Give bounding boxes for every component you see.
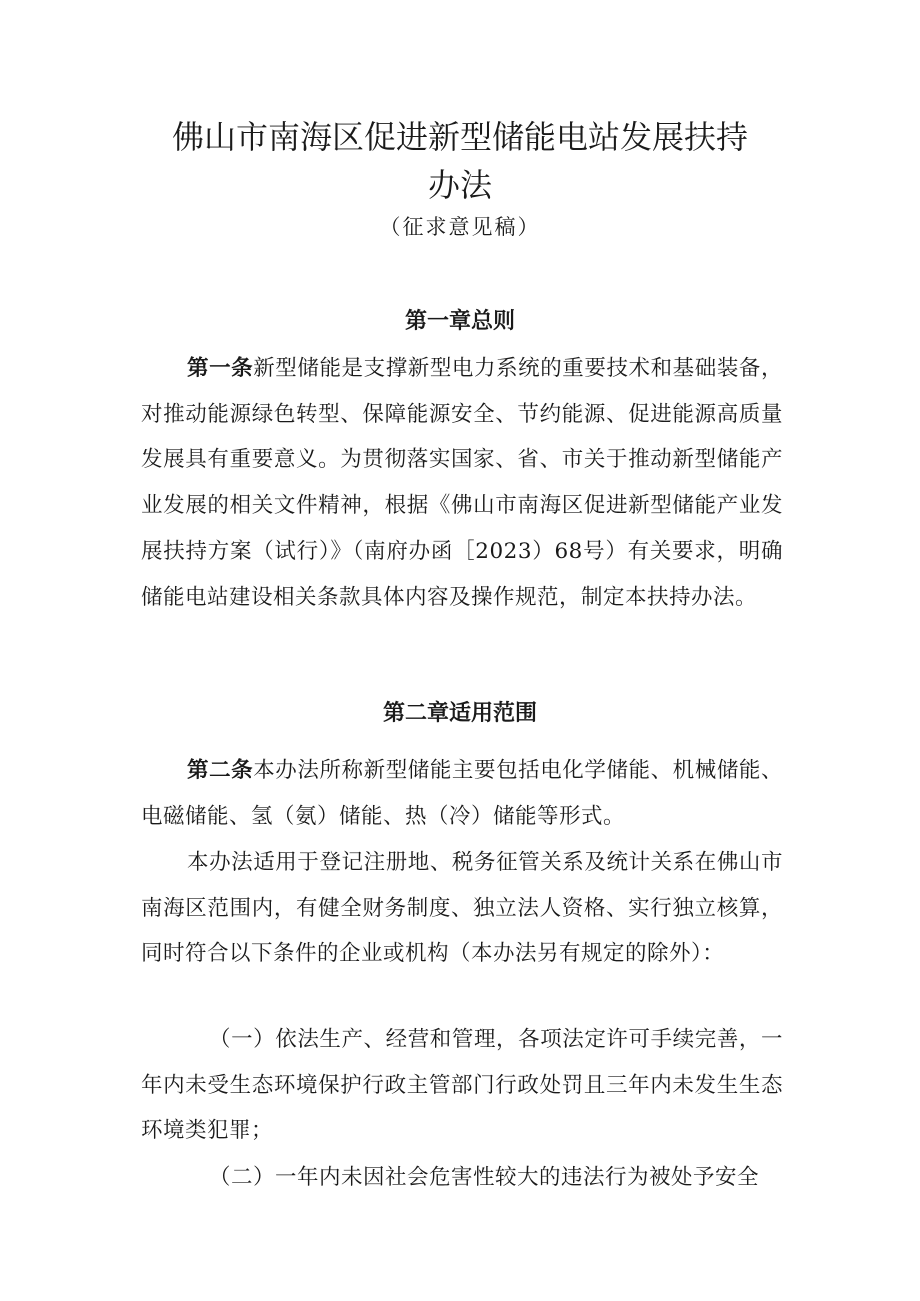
condition-item-1: （一）依法生产、经营和管理，各项法定许可手续完善，一年内未受生态环境保护行政主管部门行政处罚且三年内未发生生态环境类犯罪； <box>141 1027 783 1144</box>
article-1-lead: 第一条 <box>187 356 254 381</box>
condition-item-2: （二）一年内未因社会危害性较大的违法行为被处予安全 <box>209 1165 760 1190</box>
article-1-paragraph <box>141 346 783 620</box>
document-title-line1: 佛山市南海区促进新型储能电站发展扶持 <box>171 118 748 156</box>
article-2-lead: 第二条 <box>187 758 254 783</box>
article-2-text: 本办法所称新型储能主要包括电化学储能、机械储能、电磁储能、氢（氨）储能、热（冷）储能等形式。 <box>141 758 783 829</box>
scope-paragraph: 本办法适用于登记注册地、税务征管关系及统计关系在佛山市南海区范围内，有健全财务制度、独立法人资格、实行独立核算，同时符合以下条件的企业或机构（本办法另有规定的除外）： <box>141 850 783 967</box>
chapter-2-heading: 第二章适用范围 <box>382 701 537 726</box>
document-title-line2: 办法 <box>427 166 492 204</box>
chapter-1-heading: 第一章总则 <box>404 309 515 334</box>
article-2-paragraph <box>141 748 783 839</box>
article-1-text: 新型储能是支撑新型电力系统的重要技术和基础装备，对推动能源绿色转型、保障能源安全、节约能源、促进能源高质量发展具有重要意义。为贯彻落实国家、省、市关于推动新型储能产业发展的相关文件精神，根据《佛山市南海区促进新型储能产业发展扶持方案（试行）》（南府办函［2023）68号）有关要求，明确储能电站建设相关条款具体内容及操作规范，制定本扶持办法。 <box>141 356 783 610</box>
document-subtitle: （征求意见稿） <box>379 215 541 239</box>
